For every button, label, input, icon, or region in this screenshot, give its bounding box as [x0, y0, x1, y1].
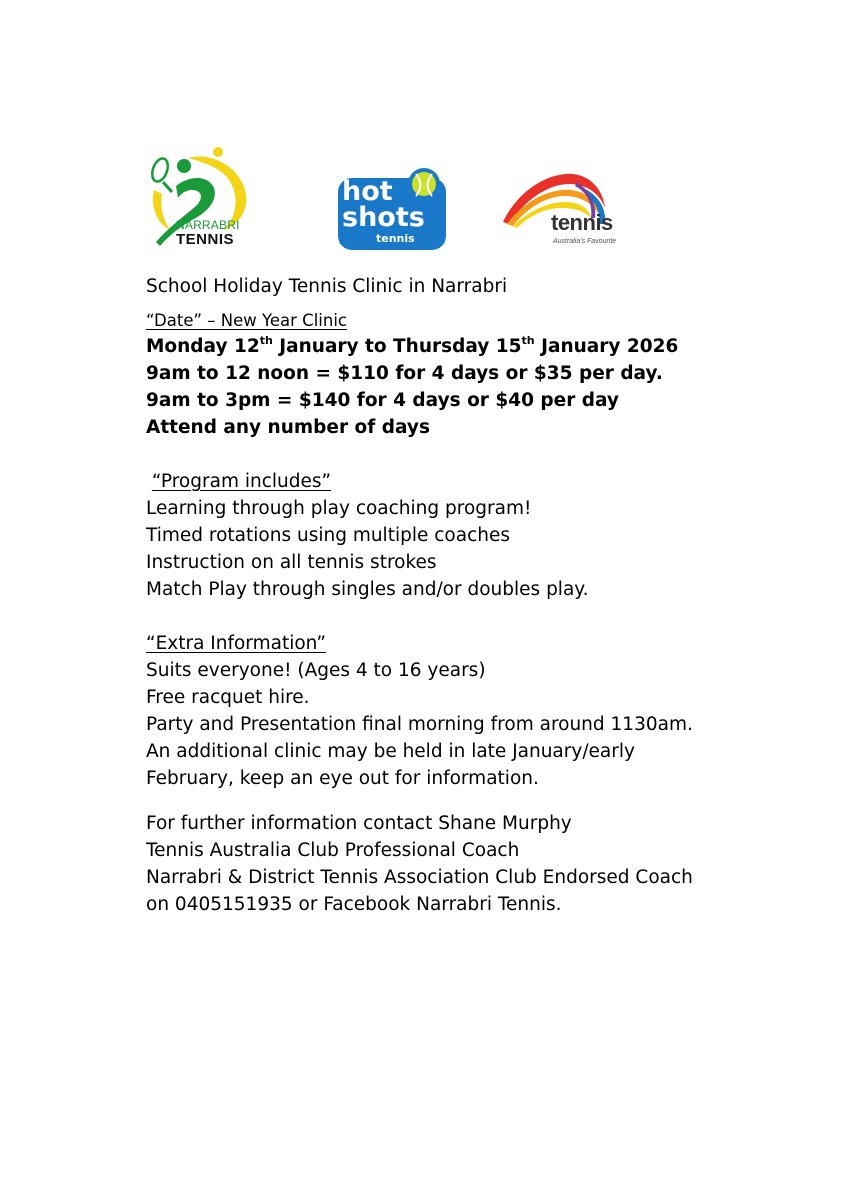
clinic-info	[146, 273, 806, 918]
extra-heading: “Extra Information”	[146, 633, 326, 654]
program-item: Timed rotations using multiple coaches	[146, 525, 510, 546]
extra-item: February, keep an eye out for information.	[146, 768, 539, 789]
contact-line: For further information contact Shane Murphy	[146, 813, 572, 834]
clinic-dates: Monday 12th January to Thursday 15th January 2026	[146, 333, 679, 357]
contact-line: on 0405151935 or Facebook Narrabri Tennis.	[146, 894, 562, 915]
narrabri-tennis-logo	[148, 146, 252, 252]
tennis-australia-logo	[487, 162, 627, 256]
narrabri-logo-line1: NARRABRI	[176, 218, 240, 232]
pricing-line: 9am to 12 noon = $110 for 4 days or $35 per day.	[146, 363, 663, 384]
date-heading: “Date” – New Year Clinic	[146, 311, 347, 330]
program-item: Instruction on all tennis strokes	[146, 552, 437, 573]
pricing-line: Attend any number of days	[146, 417, 430, 438]
narrabri-logo-line2: TENNIS	[176, 231, 235, 248]
extra-item: Party and Presentation final morning from around 1130am.	[146, 714, 693, 735]
intro-line: School Holiday Tennis Clinic in Narrabri	[146, 276, 508, 297]
extra-item: An additional clinic may be held in late January/early	[146, 741, 635, 762]
pricing-line: 9am to 3pm = $140 for 4 days or $40 per day	[146, 390, 619, 411]
program-heading: “Program includes”	[151, 471, 332, 492]
ta-logo-tagline: Australia's Favourite	[553, 238, 617, 245]
contact-line: Tennis Australia Club Professional Coach	[146, 840, 520, 861]
contact-line: Narrabri & District Tennis Association Club Endorsed Coach	[146, 867, 693, 888]
extra-item: Suits everyone! (Ages 4 to 16 years)	[146, 660, 486, 681]
ta-logo-word: tennis	[551, 210, 613, 235]
hot-shots-line3: tennis	[376, 232, 415, 245]
extra-item: Free racquet hire.	[146, 687, 310, 708]
hot-shots-tennis-logo	[336, 164, 448, 252]
hot-shots-line1: hot	[342, 176, 393, 207]
hot-shots-line2: shots	[342, 202, 425, 233]
program-item: Match Play through singles and/or doubles play.	[146, 579, 589, 600]
program-item: Learning through play coaching program!	[146, 498, 532, 519]
